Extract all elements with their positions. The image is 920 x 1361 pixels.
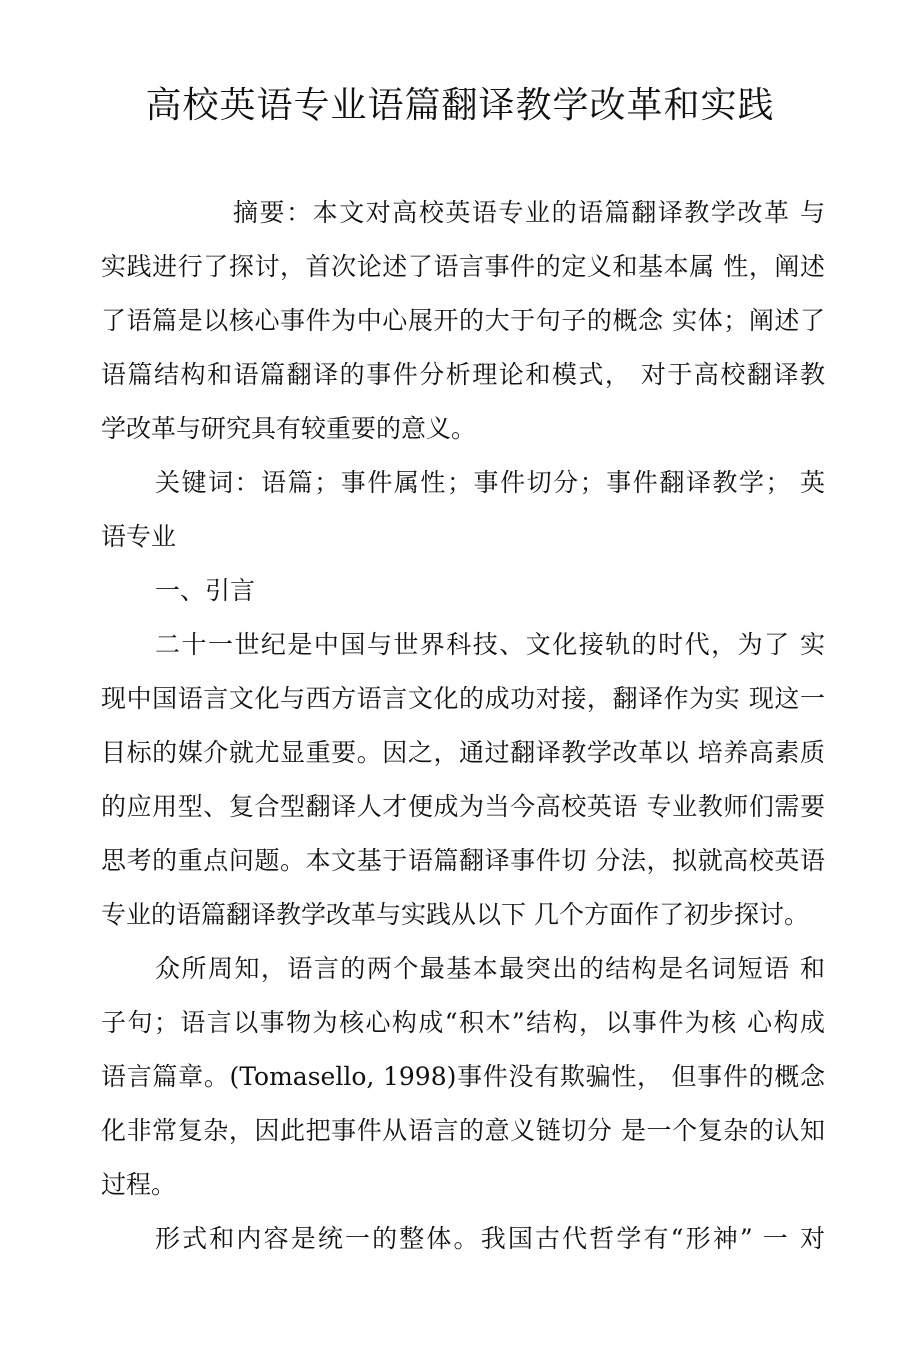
document-title: 高校英语专业语篇翻译教学改革和实践 [145, 85, 775, 126]
section-heading-line: 一、引言 [155, 576, 256, 605]
abstract-line: 实践进行了探讨，首次论述了语言事件的定义和基本属 性，阐述 [101, 252, 825, 281]
abstract-line: 语篇结构和语篇翻译的事件分析理论和模式， 对于高校翻译教 [101, 360, 825, 389]
paragraph-line: 化非常复杂，因此把事件从语言的意义链切分 是一个复杂的认知 [101, 1116, 825, 1145]
section-heading-introduction [101, 564, 825, 618]
abstract-line: 摘要：本文对高校英语专业的语篇翻译教学改革 与 [233, 198, 825, 227]
paragraph-line: 众所周知，语言的两个最基本最突出的结构是名词短语 和 [155, 954, 825, 983]
intro-paragraph-1 [101, 618, 825, 942]
paragraph-line: 思考的重点问题。本文基于语篇翻译事件切 分法，拟就高校英语 [101, 846, 825, 875]
paragraph-line: 目标的媒介就尤显重要。因之，通过翻译教学改革以 培养高素质 [101, 738, 825, 767]
intro-paragraph-2 [101, 942, 825, 1212]
document-body [101, 186, 825, 1266]
abstract-paragraph [101, 186, 825, 456]
paragraph-line: 过程。 [101, 1170, 177, 1199]
paragraph-line: 子句；语言以事物为核心构成“积木”结构，以事件为核 心构成 [101, 1008, 825, 1037]
paragraph-line: 语言篇章。(Tomasello, 1998)事件没有欺骗性， 但事件的概念 [101, 1062, 825, 1091]
paragraph-line: 形式和内容是统一的整体。我国古代哲学有“形神” 一 对 [155, 1224, 825, 1253]
abstract-line: 学改革与研究具有较重要的意义。 [101, 414, 477, 443]
keywords-line: 关键词：语篇；事件属性；事件切分；事件翻译教学； 英 [155, 468, 825, 497]
paragraph-line: 的应用型、复合型翻译人才便成为当今高校英语 专业教师们需要 [101, 792, 825, 821]
paragraph-line: 二十一世纪是中国与世界科技、文化接轨的时代，为了 实 [155, 630, 825, 659]
keywords-line: 语专业 [101, 522, 177, 551]
paragraph-line: 专业的语篇翻译教学改革与实践从以下 几个方面作了初步探讨。 [101, 900, 809, 929]
abstract-line: 了语篇是以核心事件为中心展开的大于句子的概念 实体；阐述了 [101, 306, 825, 335]
intro-paragraph-3 [101, 1212, 825, 1266]
keywords-paragraph [101, 456, 825, 564]
paragraph-line: 现中国语言文化与西方语言文化的成功对接，翻译作为实 现这一 [101, 684, 825, 713]
